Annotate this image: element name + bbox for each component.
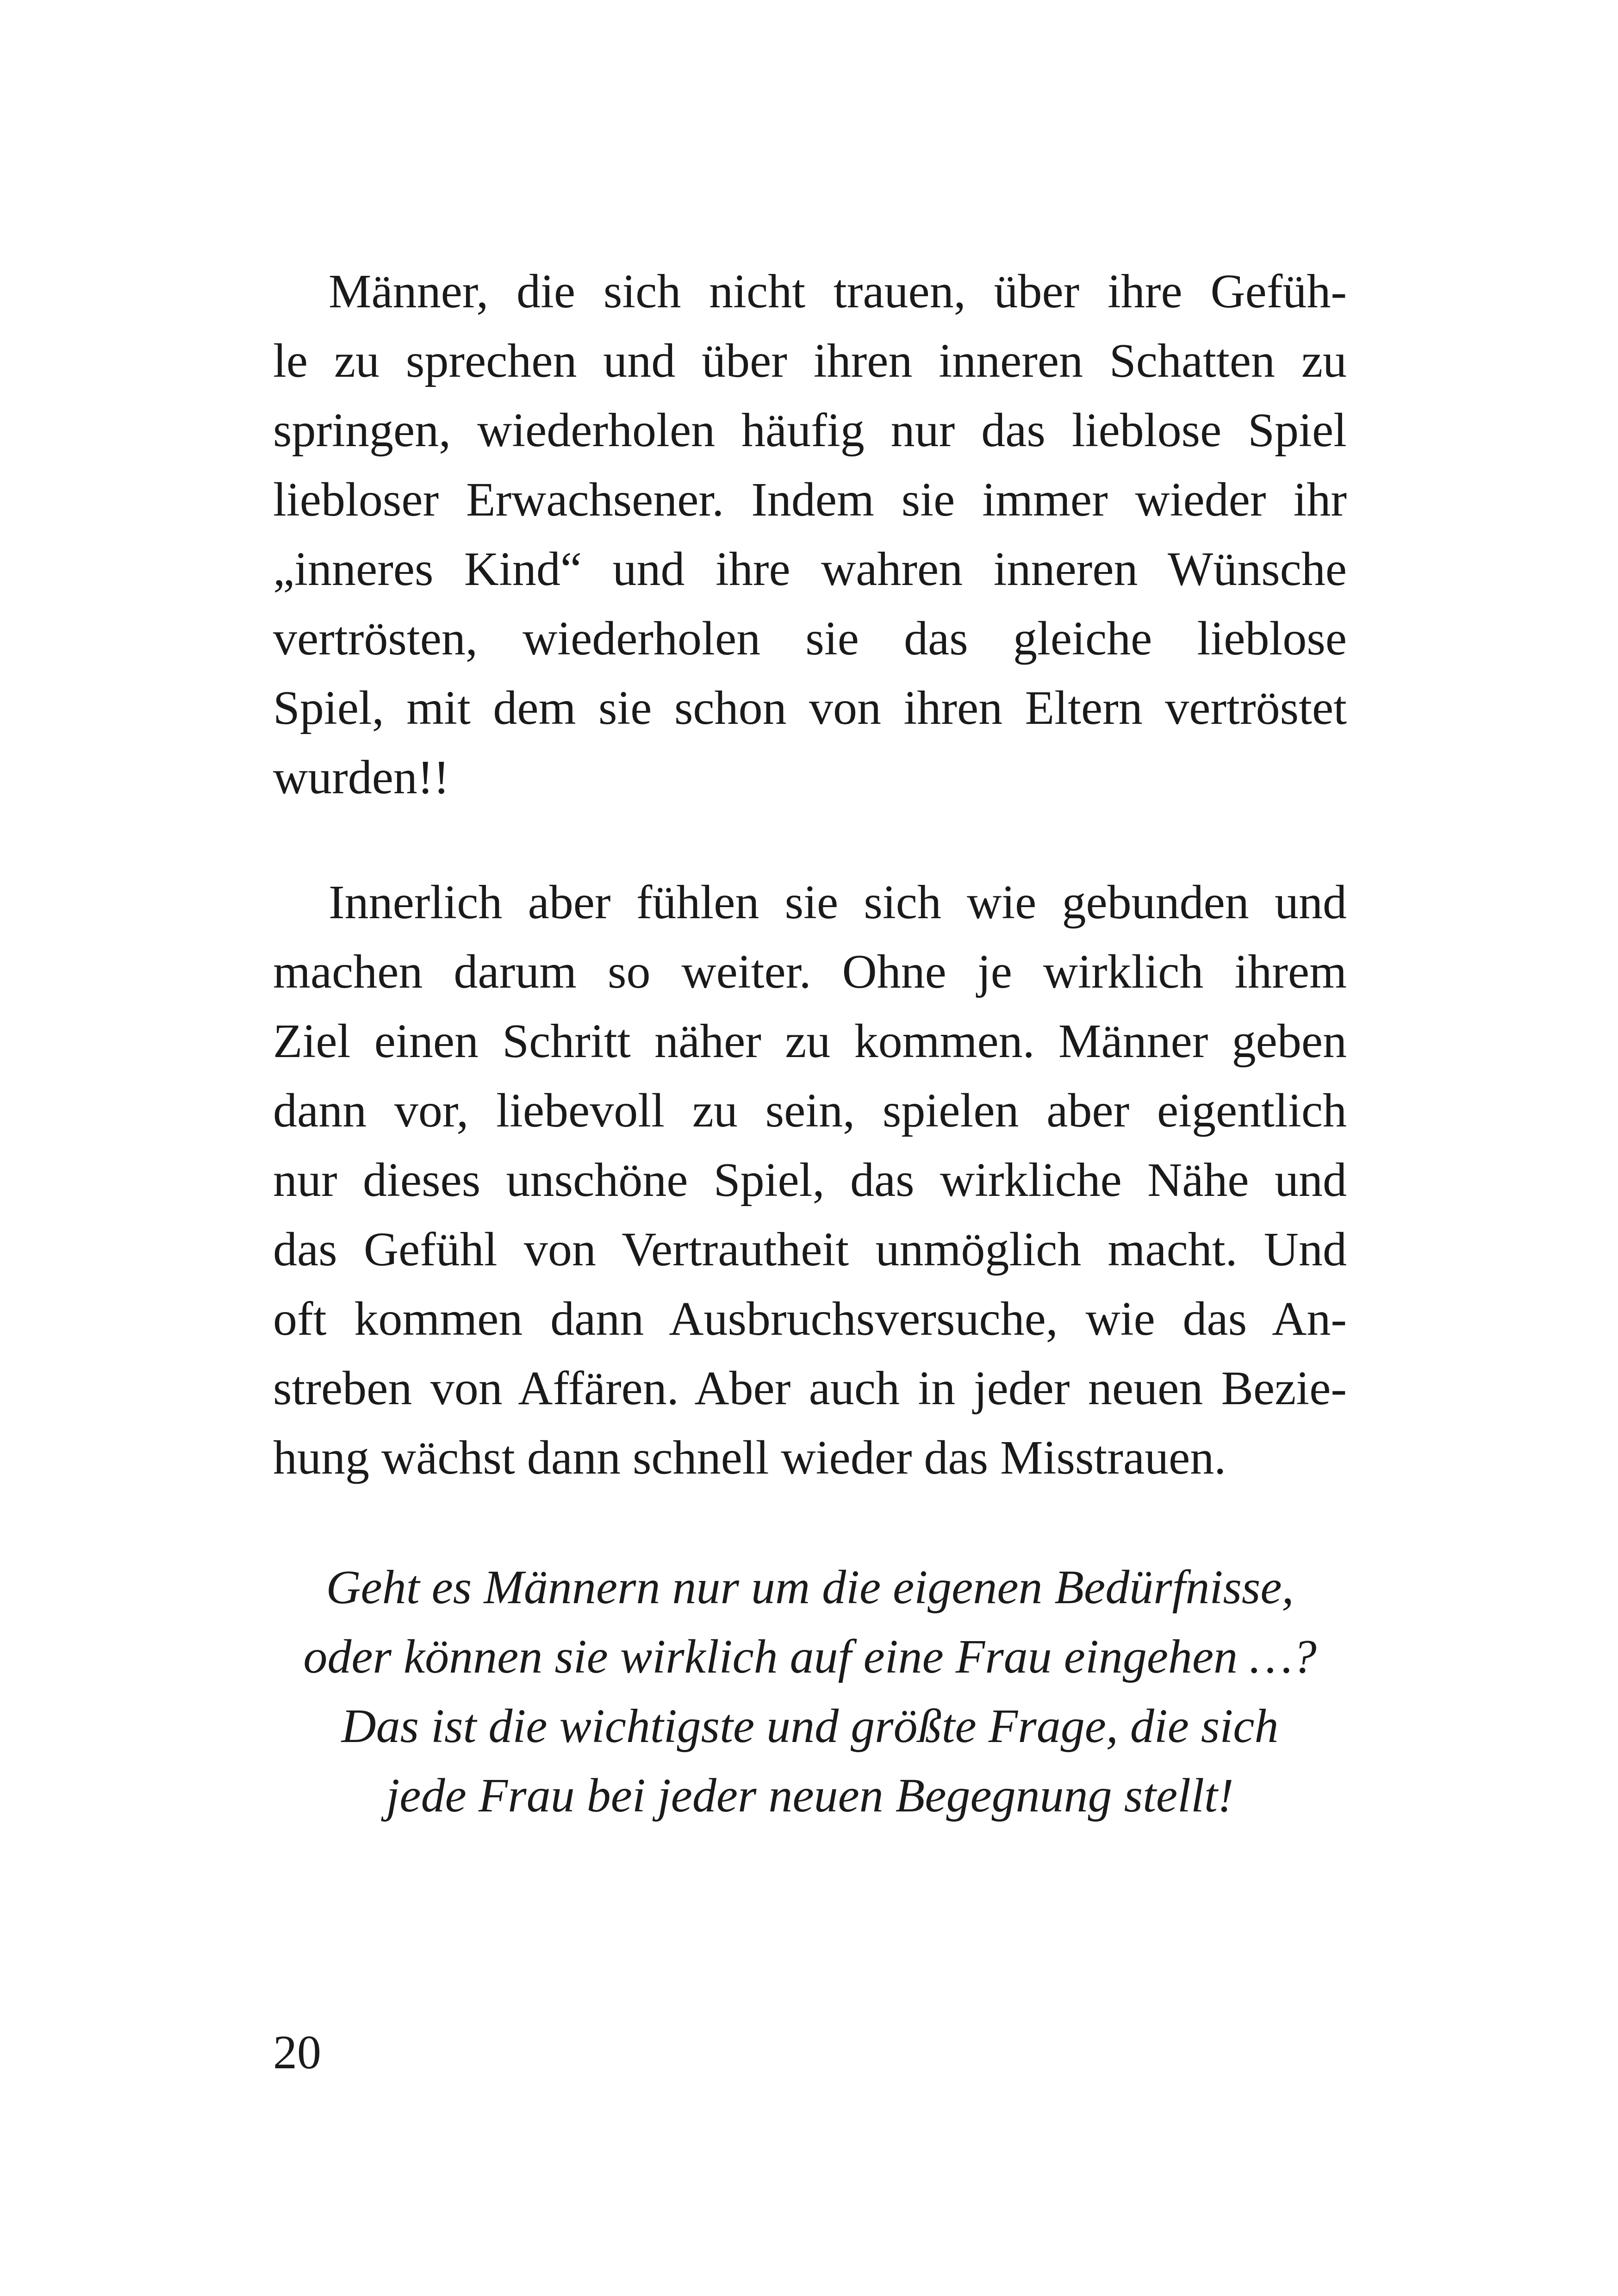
paragraph-1-line: le zu sprechen und über ihren inneren Schatten zu: [273, 334, 1347, 387]
paragraph-2-line: nur dieses unschöne Spiel, das wirkliche Nähe und: [273, 1153, 1347, 1207]
paragraph-2-line: hung wächst dann schnell wieder das Misstrauen.: [273, 1431, 1226, 1484]
quote-line: Geht es Männern nur um die eigenen Bedürfnisse,: [326, 1561, 1294, 1614]
quote-line: Das ist die wichtigste und größte Frage, die sich: [341, 1699, 1279, 1753]
quote-line: jede Frau bei jeder neuen Begegnung stellt!: [386, 1769, 1234, 1822]
paragraph-1-line: wurden!!: [273, 751, 450, 804]
paragraph-1-line: Spiel, mit dem sie schon von ihren Eltern vertröstet: [273, 681, 1347, 734]
paragraph-2-line: machen darum so weiter. Ohne je wirklich ihrem: [273, 945, 1347, 998]
paragraph-2-line: Ziel einen Schritt näher zu kommen. Männer geben: [273, 1014, 1347, 1068]
paragraph-1-line: liebloser Erwachsener. Indem sie immer wieder ihr: [273, 473, 1347, 526]
paragraph-2-line: das Gefühl von Vertrautheit unmöglich macht. Und: [273, 1223, 1347, 1276]
paragraph-1-line: springen, wiederholen häufig nur das lieblose Spiel: [273, 404, 1347, 457]
paragraph-2-line: oft kommen dann Ausbruchsversuche, wie das An-: [273, 1292, 1347, 1345]
paragraph-2-line: streben von Affären. Aber auch in jeder neuen Bezie-: [273, 1362, 1347, 1415]
quote-line: oder können sie wirklich auf eine Frau eingehen …?: [303, 1630, 1317, 1683]
paragraph-2-line: Innerlich aber fühlen sie sich wie gebunden und: [329, 876, 1347, 929]
paragraph-1-line: Männer, die sich nicht trauen, über ihre Gefüh-: [329, 265, 1347, 318]
paragraph-2-line: dann vor, liebevoll zu sein, spielen aber eigentlich: [273, 1084, 1347, 1137]
paragraph-1-line: vertrösten, wiederholen sie das gleiche lieblose: [273, 612, 1347, 665]
paragraph-1-line: „inneres Kind“ und ihre wahren inneren Wünsche: [273, 542, 1347, 596]
page-number: 20: [273, 2026, 321, 2079]
